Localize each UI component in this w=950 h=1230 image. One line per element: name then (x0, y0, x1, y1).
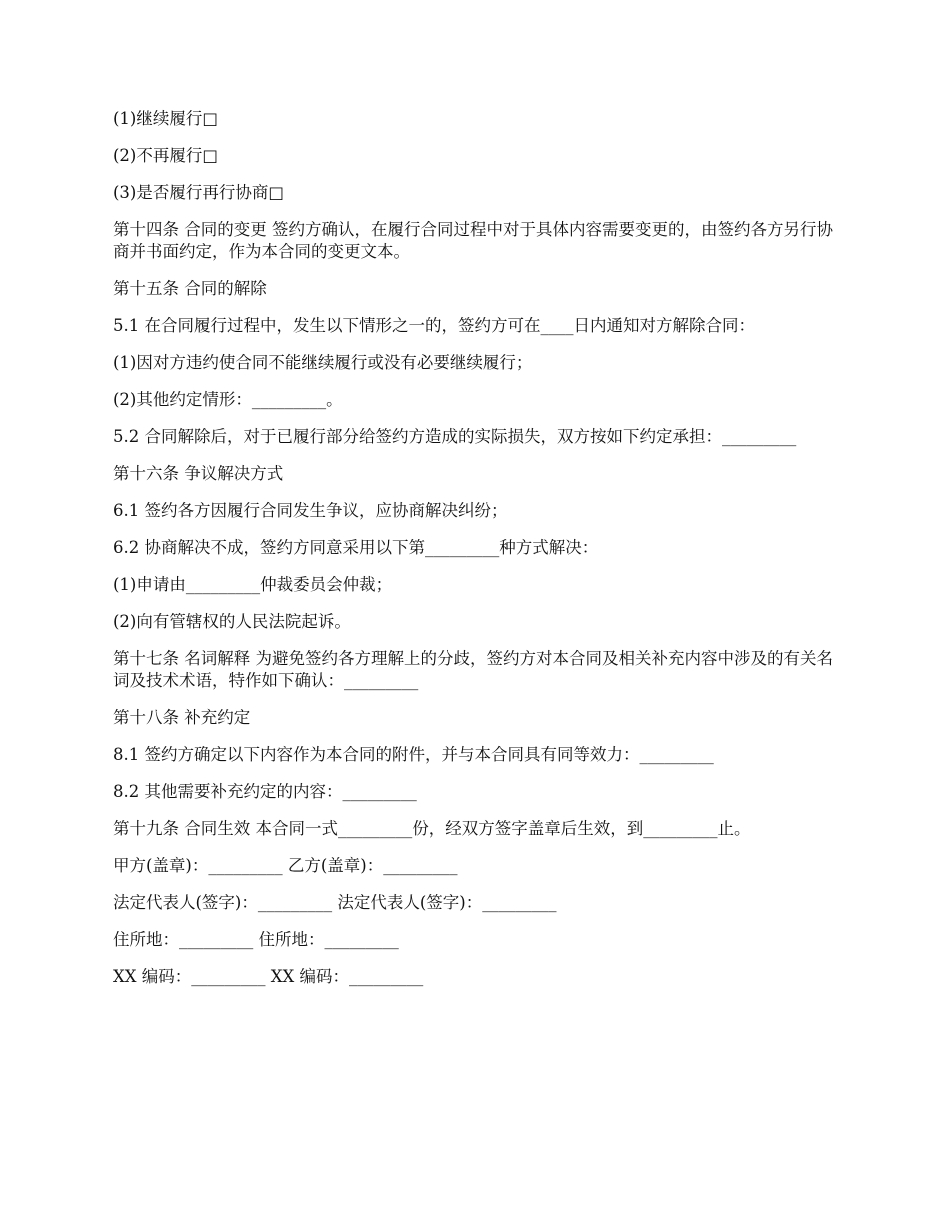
article-19-effectiveness: 第十九条 合同生效 本合同一式_________份，经双方签字盖章后生效，到_________止。 (113, 819, 751, 838)
clause-6-2-item-2: (2)向有管辖权的人民法院起诉。 (113, 612, 351, 631)
article-14-contract-change: 第十四条 合同的变更 签约方确认，在履行合同过程中对于具体内容需要变更的，由签约各方另行协商并书面约定，作为本合同的变更文本。 (113, 220, 833, 261)
clause-option-stop: (2)不再履行□ (113, 146, 218, 165)
clause-option-negotiate: (3)是否履行再行协商□ (113, 183, 284, 202)
signature-representative-line: 法定代表人(签字)：_________ 法定代表人(签字)：_________ (113, 893, 557, 912)
document-page (113, 108, 843, 1003)
article-16-heading: 第十六条 争议解决方式 (113, 464, 284, 483)
article-17-definitions: 第十七条 名词解释 为避免签约各方理解上的分歧，签约方对本合同及相关补充内容中涉及的有关名词及技术术语，特作如下确认：_________ (113, 649, 833, 690)
signature-seal-line: 甲方(盖章)：_________ 乙方(盖章)：_________ (113, 856, 458, 875)
signature-address-line: 住所地：_________ 住所地：_________ (113, 930, 399, 949)
clause-5-1-item-2: (2)其他约定情形：_________。 (113, 390, 343, 409)
clause-5-2: 5.2 合同解除后，对于已履行部分给签约方造成的实际损失，双方按如下约定承担：_________ (113, 427, 797, 446)
clause-8-2: 8.2 其他需要补充约定的内容：_________ (113, 782, 417, 801)
clause-6-2: 6.2 协商解决不成，签约方同意采用以下第_________种方式解决： (113, 538, 599, 557)
clause-option-continue: (1)继续履行□ (113, 109, 218, 128)
clause-6-2-item-1: (1)申请由_________仲裁委员会仲裁； (113, 575, 393, 594)
article-18-heading: 第十八条 补充约定 (113, 708, 251, 727)
clause-6-1: 6.1 签约各方因履行合同发生争议，应协商解决纠纷； (113, 501, 508, 520)
signature-code-line: XX 编码：_________ XX 编码：_________ (113, 967, 424, 986)
clause-5-1-item-1: (1)因对方违约使合同不能继续履行或没有必要继续履行； (113, 353, 533, 372)
article-15-heading: 第十五条 合同的解除 (113, 279, 267, 298)
clause-8-1: 8.1 签约方确定以下内容作为本合同的附件，并与本合同具有同等效力：_________ (113, 745, 714, 764)
clause-5-1: 5.1 在合同履行过程中，发生以下情形之一的，签约方可在____日内通知对方解除合同： (113, 316, 755, 335)
